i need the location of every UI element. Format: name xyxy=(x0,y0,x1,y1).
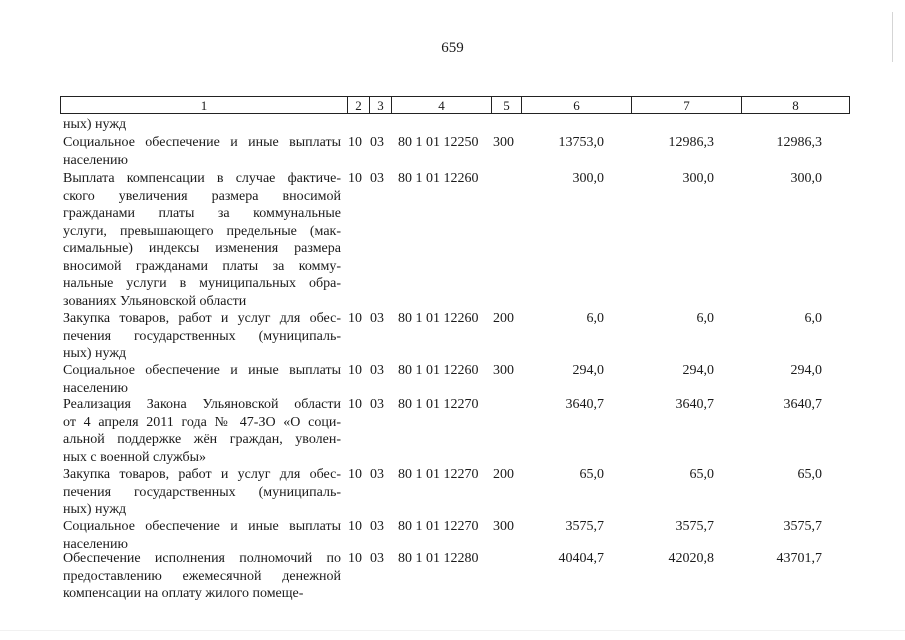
subsection-code: 03 xyxy=(370,311,384,326)
header-col-5: 5 xyxy=(491,97,521,113)
amount-col-8: 43701,7 xyxy=(776,551,822,566)
target-article-code: 80 1 01 12270 xyxy=(398,519,479,534)
description-line: ных) нужд xyxy=(63,346,127,361)
expense-type-code: 200 xyxy=(493,467,514,482)
header-col-3: 3 xyxy=(369,97,391,113)
amount-col-7: 300,0 xyxy=(682,171,714,186)
row-description xyxy=(63,518,341,553)
target-article-code: 80 1 01 12270 xyxy=(398,467,479,482)
expense-type-code: 200 xyxy=(493,311,514,326)
description-line: населению xyxy=(63,380,128,396)
row-description xyxy=(63,310,341,363)
row-description xyxy=(63,396,341,466)
description-line: альной поддержке жён граждан, уволен- xyxy=(63,432,341,447)
amount-col-6: 294,0 xyxy=(572,363,604,378)
amount-col-8: 294,0 xyxy=(790,363,822,378)
row-description xyxy=(63,466,341,519)
description-line: ных с военной службы» xyxy=(63,449,207,465)
target-article-code: 80 1 01 12270 xyxy=(398,397,479,412)
row-description xyxy=(63,550,341,603)
target-article-code: 80 1 01 12260 xyxy=(398,363,479,378)
row-description xyxy=(63,170,341,310)
description-line: услуги, превышающего предельные (мак- xyxy=(63,223,341,239)
section-code: 10 xyxy=(348,171,362,186)
amount-col-6: 40404,7 xyxy=(558,551,604,566)
description-line: Закупка товаров, работ и услуг для обес- xyxy=(63,467,341,482)
row-description xyxy=(63,134,341,169)
amount-col-6: 300,0 xyxy=(572,171,604,186)
expense-type-code: 300 xyxy=(493,519,514,534)
row-description xyxy=(63,116,341,134)
expense-type-code: 300 xyxy=(493,135,514,150)
description-line: симальные) индексы изменения размера xyxy=(63,241,341,256)
amount-col-8: 6,0 xyxy=(804,311,822,326)
subsection-code: 03 xyxy=(370,519,384,534)
description-line: Выплата компенсации в случае фактиче- xyxy=(63,171,341,186)
target-article-code: 80 1 01 12260 xyxy=(398,171,479,186)
description-line: Реализация Закона Ульяновской области xyxy=(63,397,341,412)
description-line: зованиях Ульяновской области xyxy=(63,293,247,309)
description-line: населению xyxy=(63,152,128,168)
header-col-1: 1 xyxy=(200,98,208,113)
subsection-code: 03 xyxy=(370,135,384,150)
header-col-8: 8 xyxy=(741,97,849,113)
section-code: 10 xyxy=(348,397,362,412)
scan-artifact xyxy=(892,12,893,62)
amount-col-6: 3640,7 xyxy=(565,397,604,412)
amount-col-6: 6,0 xyxy=(586,311,604,326)
target-article-code: 80 1 01 12280 xyxy=(398,551,479,566)
table-header-row xyxy=(60,96,850,114)
description-line: предоставлению ежемесячной денежной xyxy=(63,568,341,584)
amount-col-7: 65,0 xyxy=(689,467,714,482)
description-line: населению xyxy=(63,536,128,552)
subsection-code: 03 xyxy=(370,171,384,186)
subsection-code: 03 xyxy=(370,363,384,378)
description-line: ных) нужд xyxy=(63,117,127,132)
section-code: 10 xyxy=(348,135,362,150)
header-col-4: 4 xyxy=(391,97,491,113)
amount-col-6: 3575,7 xyxy=(565,519,604,534)
amount-col-7: 6,0 xyxy=(696,311,714,326)
amount-col-8: 12986,3 xyxy=(776,135,822,150)
description-line: вносимой гражданами платы за комму- xyxy=(63,258,341,274)
description-line: гражданами платы за коммунальные xyxy=(63,206,341,221)
amount-col-7: 3640,7 xyxy=(675,397,714,412)
expense-type-code: 300 xyxy=(493,363,514,378)
amount-col-7: 12986,3 xyxy=(668,135,714,150)
page-number: 659 xyxy=(441,40,464,56)
section-code: 10 xyxy=(348,467,362,482)
header-col-7: 7 xyxy=(631,97,741,113)
header-col-6: 6 xyxy=(521,97,631,113)
scan-artifact xyxy=(0,630,905,631)
description-line: нальные услуги в муниципальных обра- xyxy=(63,276,341,291)
amount-col-8: 65,0 xyxy=(797,467,822,482)
section-code: 10 xyxy=(348,519,362,534)
description-line: компенсации на оплату жилого помеще- xyxy=(63,586,304,601)
description-line: печения государственных (муниципаль- xyxy=(63,484,341,500)
subsection-code: 03 xyxy=(370,467,384,482)
description-line: Социальное обеспечение и иные выплаты xyxy=(63,519,341,534)
row-description xyxy=(63,362,341,397)
amount-col-6: 65,0 xyxy=(579,467,604,482)
description-line: Социальное обеспечение и иные выплаты xyxy=(63,363,341,378)
subsection-code: 03 xyxy=(370,551,384,566)
target-article-code: 80 1 01 12260 xyxy=(398,311,479,326)
section-code: 10 xyxy=(348,363,362,378)
header-col-2: 2 xyxy=(347,97,369,113)
description-line: Закупка товаров, работ и услуг для обес- xyxy=(63,311,341,326)
description-line: ского увеличения размера вносимой xyxy=(63,188,341,204)
amount-col-7: 42020,8 xyxy=(668,551,714,566)
target-article-code: 80 1 01 12250 xyxy=(398,135,479,150)
amount-col-8: 300,0 xyxy=(790,171,822,186)
amount-col-7: 3575,7 xyxy=(675,519,714,534)
section-code: 10 xyxy=(348,551,362,566)
description-line: печения государственных (муниципаль- xyxy=(63,328,341,344)
amount-col-8: 3640,7 xyxy=(783,397,822,412)
amount-col-8: 3575,7 xyxy=(783,519,822,534)
subsection-code: 03 xyxy=(370,397,384,412)
description-line: ных) нужд xyxy=(63,502,127,517)
amount-col-7: 294,0 xyxy=(682,363,714,378)
description-line: от 4 апреля 2011 года № 47-ЗО «О соци- xyxy=(63,414,341,430)
description-line: Обеспечение исполнения полномочий по xyxy=(63,551,341,566)
amount-col-6: 13753,0 xyxy=(558,135,604,150)
section-code: 10 xyxy=(348,311,362,326)
description-line: Социальное обеспечение и иные выплаты xyxy=(63,135,341,150)
